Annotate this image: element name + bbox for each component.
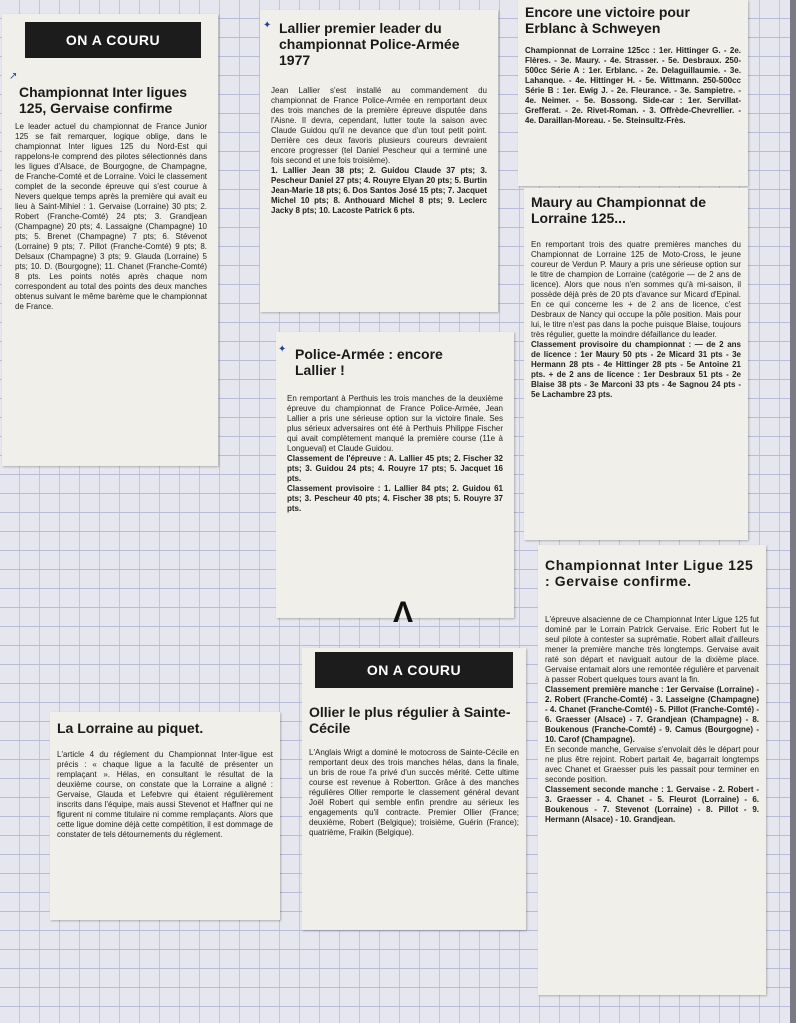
clipping-inter-ligues-nevers — [2, 14, 218, 466]
headline: Police-Armée : encore Lallier ! — [295, 346, 443, 378]
clipping-lallier-premier-leader — [260, 10, 498, 312]
results-body: Championnat de Lorraine 125cc : 1er. Hittinger G. - 2e. Flères. - 3e. Maury. - 4e. Strasser. - 5e. Desbraux. 250-500cc Série A : 1er. Erblanc. - 2e. Delaguillaumie. - 3e. Lahanque. - 4e. Hittinger H. - 5e. Wittmann. 250-500cc Série B : 1er. Ewig J. - 2e. Fleurance. - 3e. Sampietre. - 4e. Neimer. - 5e. Bossong. Side-car : 1er. Servillat-Grefferat. - 2e. Rivet-Roman. - 3. Offrède-Chevrellier. - 4e. Daraillan-Moreau. - 5e. Steinsultz-Frès. — [525, 46, 741, 125]
headline: La Lorraine au piquet. — [57, 720, 204, 736]
second-heat-text: En seconde manche, Gervaise s'envolait dès le départ pour ne plus être rejoint. Robert partait 4e, bagarrait longtemps avec Chanet et Graesser puis les passait pour terminer en seconde position. — [545, 745, 759, 784]
ink-star-mark: ✦ — [278, 344, 287, 355]
article-body: Le leader actuel du championnat de France Junior 125 se fait remarquer, logique oblige, dans le championnat Inter ligues 125 du Nord-Est qui rappelons-le comprend des pilotes sélectionnés dans les ligues d'Alsace, de Bourgogne, de Champagne, de Franche-Comté et de Lorraine. Voici le classement complet de la seconde épreuve qui s'est courue à Nevers quelque temps après la première qui avait eu lieu à Saint-Mihiel : 1. Gervaise (Lorraine) 30 pts; 2. Robert (Franche-Comté) 24 pts; 3. Grandjean (Champagne) 20 pts; 4. Lassaigne (Champagne) 10 pts; 5. Brenet (Champagne) 7 pts; 6. Stévenot (Lorraine) 9 pts; 7. Pillot (Franche-Comté) 9 pts; 8. Delsaux (Champagne) 3 pts; 9. Glauda (Lorraine) 5 pts; 10. D. (Bourgogne); 11. Chanet (Franche-Comté) 8 pts. Les points notés après chaque nom correspondent au total des points des deux manches obtenus suivant le même barème que le championnat de France. — [15, 122, 207, 311]
article-body: En remportant trois des quatre premières manches du Championnat de Lorraine 125 de Moto-Cross, le jeune coureur de Verdun P. Maury a pris une sérieuse option sur le titre de champion de Lorraine (catégorie — de 2 ans de licence). Alors que nous n'en sommes qu'à mi-saison, il possède déjà près de 20 pts d'avance sur Micard d'Epinal. En ce qui concerne les + de 2 ans de licence, c'est Desbraux de Nancy qui occupe la pôle position. Mais pour lui, le titre n'est pas dans la poche puisque Blaise, toujours très régulier, guette la moindre défaillance du leader. — [531, 240, 741, 339]
article-body: Jean Lallier s'est installé au commandement du championnat de France Police-Armée en remportant deux des trois manches de la première épreuve disputée dans l'Aisne. Il devra, cependant, lutter toute la saison avec Claude Guidou qu'il ne devance que d'un tout petit point. Derrière ces deux favoris plusieurs coureurs devraient encore progresser (tel Daniel Pescheur qui a terminé une fois second et une fois troisième). — [271, 86, 487, 165]
page-edge — [790, 0, 796, 1023]
clipping-maury-lorraine — [524, 188, 748, 540]
headline: Lallier premier leader du championnat Police-Armée 1977 — [279, 20, 460, 68]
clipping-inter-ligue-gervaise — [538, 545, 766, 995]
second-heat-ranking: Classement seconde manche : 1. Gervaise - 2. Robert - 3. Graesser - 4. Chanet - 5. Fleurot (Lorraine) - 6. Boukenous - 7. Stevenot (Lorraine) - 8. Pillot - 9. Hermann (Alsace) - 10. Grandjean. — [545, 785, 759, 824]
headline: Encore une victoire pour Erblanc à Schweyen — [525, 4, 690, 36]
article-body: L'épreuve alsacienne de ce Championnat Inter Ligue 125 fut dominé par le Lorrain Patrick Gervaise. Eric Robert fut le seul pilote à contester sa suprématie. Robert allait d'ailleurs mener la première manche très longtemps. Gervaise avait raté son départ et naviguait autour de la dixième place. Gervaise entamait alors une remontée régulière et parvenait à passer Robert quelques tours avant la fin. — [545, 615, 759, 684]
handwritten-mark: Λ — [393, 596, 414, 629]
banner-on-a-couru: ON A COURU — [315, 652, 513, 688]
headline: Ollier le plus régulier à Sainte-Cécile — [309, 704, 511, 736]
results-list: 1. Lallier Jean 38 pts; 2. Guidou Claude 37 pts; 3. Pescheur Daniel 27 pts; 4. Rouyre Elyan 20 pts; 5. Burtin Jean-Marie 18 pts; 6. Dos Santos José 15 pts; 7. Jacquet Michel 10 pts; 8. Anthouard Michel 8 pts; 9. Leclerc Jacky 8 pts; 10. Lacoste Patrick 6 pts. — [271, 166, 487, 215]
article-body: En remportant à Perthuis les trois manches de la deuxième épreuve du championnat de France Police-Armée, Jean Lallier a pris une sérieuse option sur la victoire finale. Ses plus sérieux adversaires ont été à Perthuis Philippe Fischer qui avait complètement manqué la première course (11e à Longueval) et Claude Guidou. — [287, 394, 503, 453]
headline: Championnat Inter Ligue 125 : Gervaise confirme. — [545, 557, 754, 589]
headline: Championnat Inter ligues 125, Gervaise confirme — [19, 84, 188, 116]
provisional-ranking: Classement provisoire : 1. Lallier 84 pts; 2. Guidou 61 pts; 3. Pescheur 40 pts; 4. Fischer 38 pts; 5. Rouyre 37 pts. — [287, 484, 503, 513]
provisional-ranking: Classement provisoire du championnat : — de 2 ans de licence : 1er Maury 50 pts - 2e Micard 31 pts - 3e Hermann 28 pts - 4e Hittinger 28 pts - 5e Antoine 21 pts. + de 2 ans de licence : 1er Desbraux 51 pts - 2e Blaise 38 pts - 3e Marconi 33 pts - 4e Sagnou 24 pts - 5e Lachambre 23 pts. — [531, 340, 741, 399]
article-body: L'Anglais Wrigt a dominé le motocross de Sainte-Cécile en remportant deux des trois manches hélas, dans la finale, un bris de roue l'a privé d'un succès mérité. Cette ultime course est revenue à Robertton. Grâce à des manches régulières Ollier remporte le classement général devant Joël Robert qui semble enfin prendre au sérieux les engagements qu'il contracte. Premier Ollier (France; deuxième, Robert (Belgique); troisième, Guérin (France); quatrième, Fraikin (Belgique). — [309, 748, 519, 837]
banner-on-a-couru: ON A COURU — [25, 22, 201, 58]
clipping-encore-lallier — [276, 332, 514, 618]
headline: Maury au Championnat de Lorraine 125... — [531, 194, 707, 226]
clipping-lorraine-au-piquet — [50, 712, 280, 920]
clipping-ollier-sainte-cecile — [302, 648, 526, 930]
article-body: L'article 4 du réglement du Championnat Inter-ligue est précis : « chaque ligue a la faculté de présenter un remplaçant ». Hélas, en consultant le résultat de la deuxième course, on constate que la Lorraine a aligné : Gervaise, Glauda et Lefebvre qui étaient régulièrement inscrits dans l'équipe, mais aussi Stevenot et Haffner qui ne figurent ni comme titulaire ni comme remplaçants. Alors que cette ligue domine déjà cette compétition, il est dommage de constater de tels détournements du réglement. — [57, 750, 273, 839]
ink-star-mark: ✦ — [263, 20, 272, 31]
clipping-erblanc-schweyen — [518, 0, 748, 186]
ink-arrow-mark: ↗ — [9, 71, 18, 82]
stage-ranking: Classement de l'épreuve : A. Lallier 45 pts; 2. Fischer 32 pts; 3. Guidou 24 pts; 4. Rouyre 17 pts; 5. Jacquet 16 pts. — [287, 454, 503, 483]
first-heat-ranking: Classement première manche : 1er Gervaise (Lorraine) - 2. Robert (Franche-Comté) - 3. Lasseigne (Champagne) - 4. Chanet (Franche-Comté) - 5. Pillot (Franche-Comté) - 6. Graesser (Alsace) - 7. Grandjean (Champagne) - 8. Boukenous (Franche-Comté) - 9. Camus (Bourgogne) - 10. Carof (Champagne). — [545, 685, 759, 744]
